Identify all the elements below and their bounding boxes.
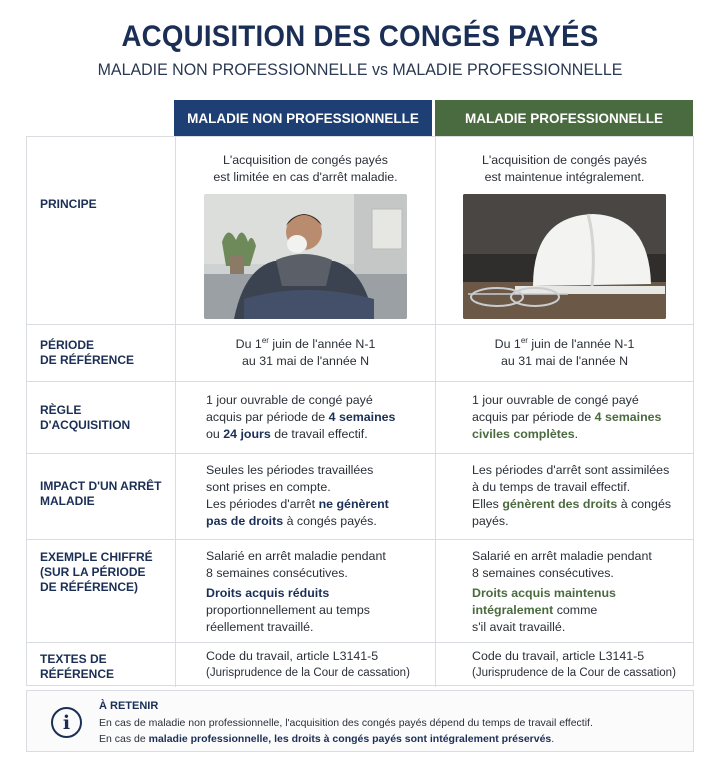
impact-label-line2: MALADIE [40, 494, 95, 508]
table-row-impact [27, 454, 693, 540]
cell-impact-non-pro [175, 454, 435, 539]
row-label-textes: TEXTES DE RÉFÉRENCE [40, 652, 115, 681]
exemple-label-line1: EXEMPLE CHIFFRÉ [40, 550, 153, 564]
principe-pro-line2: est maintenue intégralement. [484, 170, 645, 184]
column-header-professionnelle: MALADIE PROFESSIONNELLE [435, 100, 693, 136]
exemple-non-pro-line1: Salarié en arrêt maladie pendant [206, 549, 386, 563]
exemple-pro-line5: s'il avait travaillé. [472, 620, 566, 634]
exemple-pro-line4: intégralement comme [472, 603, 598, 617]
periode-label-line2: DE RÉFÉRENCE [40, 353, 135, 367]
regle-label-line2: D'ACQUISITION [40, 417, 131, 432]
periode-label-line1: PÉRIODE [40, 338, 95, 352]
cell-textes-pro [435, 643, 693, 687]
impact-pro-line4: payés. [472, 514, 509, 528]
exemple-pro-line3: Droits acquis maintenus [472, 586, 616, 600]
cell-exemple-non-pro [175, 540, 435, 642]
impact-non-pro-line1: Seules les périodes travaillées [206, 463, 374, 477]
a-retenir-title: À RETENIR [99, 700, 159, 712]
row-label-regle [27, 382, 175, 453]
principe-pro-line1: L'acquisition de congés payés [482, 153, 647, 167]
column-header-non-professionnelle: MALADIE NON PROFESSIONNELLE [174, 100, 432, 136]
cell-impact-pro [435, 454, 693, 539]
a-retenir-box [26, 690, 694, 752]
row-label-principe: PRINCIPE [40, 197, 97, 211]
exemple-pro-line2: 8 semaines consécutives. [472, 566, 614, 580]
textes-non-pro-line1: Code du travail, article L3141-5 [206, 649, 379, 663]
regle-pro-line2: acquis par période de 4 semaines [472, 410, 662, 424]
impact-pro-line1: Les périodes d'arrêt sont assimilées [472, 463, 670, 477]
textes-pro-line2: (Jurisprudence de la Cour de cassation) [472, 667, 676, 679]
principe-non-pro-line1: L'acquisition de congés payés [223, 153, 388, 167]
table-row-exemple [27, 540, 693, 643]
impact-non-pro-line2: sont prises en compte. [206, 480, 331, 494]
regle-non-pro-line1: 1 jour ouvrable de congé payé [206, 393, 373, 407]
cell-principe-pro [435, 137, 693, 324]
exemple-label-line3: DE RÉFÉRENCE) [40, 580, 139, 594]
cell-periode-pro [435, 325, 693, 381]
periode-non-pro-line2: au 31 mai de l'année N [241, 354, 370, 368]
page-title: ACQUISITION DES CONGÉS PAYÉS [121, 20, 599, 53]
exemple-label-line2: (SUR LA PÉRIODE [40, 565, 146, 579]
sick-man-photo [204, 194, 407, 319]
exemple-non-pro-line3: Droits acquis réduits [206, 586, 330, 600]
periode-pro-line2: au 31 mai de l'année N [500, 354, 629, 368]
impact-pro-line2: à du temps de travail effectif. [472, 480, 631, 494]
textes-non-pro-line2: (Jurisprudence de la Cour de cassation) [206, 667, 410, 679]
principe-non-pro-line2: est limitée en cas d'arrêt maladie. [213, 170, 398, 184]
regle-non-pro-line2: acquis par période de 4 semaines [206, 410, 396, 424]
a-retenir-line1: En cas de maladie non professionnelle, l'acquisition des congés payés dépend du temps de travail effectif. [99, 717, 593, 729]
table-row-regle [27, 382, 693, 454]
page-subtitle: MALADIE NON PROFESSIONNELLE vs MALADIE PROFESSIONNELLE [97, 60, 623, 79]
periode-pro-line1: Du 1er juin de l'année N-1 [494, 335, 635, 351]
textes-pro-line1: Code du travail, article L3141-5 [472, 649, 645, 663]
table-row-principe [27, 137, 693, 325]
impact-pro-line3: Elles génèrent des droits à congés [472, 497, 672, 511]
row-label-periode [27, 325, 175, 381]
regle-label-line1: RÈGLE [40, 402, 82, 417]
cell-regle-pro [435, 382, 693, 453]
regle-pro-line3: civiles complètes. [472, 427, 579, 441]
regle-non-pro-line3: ou 24 jours de travail effectif. [206, 427, 368, 441]
exemple-non-pro-line5: réellement travaillé. [206, 620, 314, 634]
comparison-table [26, 136, 694, 686]
impact-non-pro-line3: Les périodes d'arrêt ne génèrent [206, 497, 389, 511]
row-label-exemple [27, 540, 175, 642]
hard-hat-photo [463, 194, 666, 319]
regle-pro-line1: 1 jour ouvrable de congé payé [472, 393, 639, 407]
impact-non-pro-line4: pas de droits à congés payés. [206, 514, 377, 528]
impact-label-line1: IMPACT D'UN ARRÊT [40, 479, 162, 493]
exemple-non-pro-line2: 8 semaines consécutives. [206, 566, 348, 580]
a-retenir-line2: En cas de maladie professionnelle, les droits à congés payés sont intégralement préservés. [99, 733, 555, 745]
row-label-impact [27, 454, 175, 539]
periode-non-pro-line1: Du 1er juin de l'année N-1 [235, 335, 376, 351]
exemple-non-pro-line4: proportionnellement au temps [206, 603, 370, 617]
cell-exemple-pro [435, 540, 693, 642]
cell-principe-non-pro [175, 137, 435, 324]
cell-textes-non-pro [175, 643, 435, 687]
table-row-textes [27, 643, 693, 687]
cell-periode-non-pro [175, 325, 435, 381]
table-row-periode [27, 325, 693, 382]
info-icon: i [51, 707, 82, 738]
exemple-pro-line1: Salarié en arrêt maladie pendant [472, 549, 652, 563]
cell-regle-non-pro [175, 382, 435, 453]
